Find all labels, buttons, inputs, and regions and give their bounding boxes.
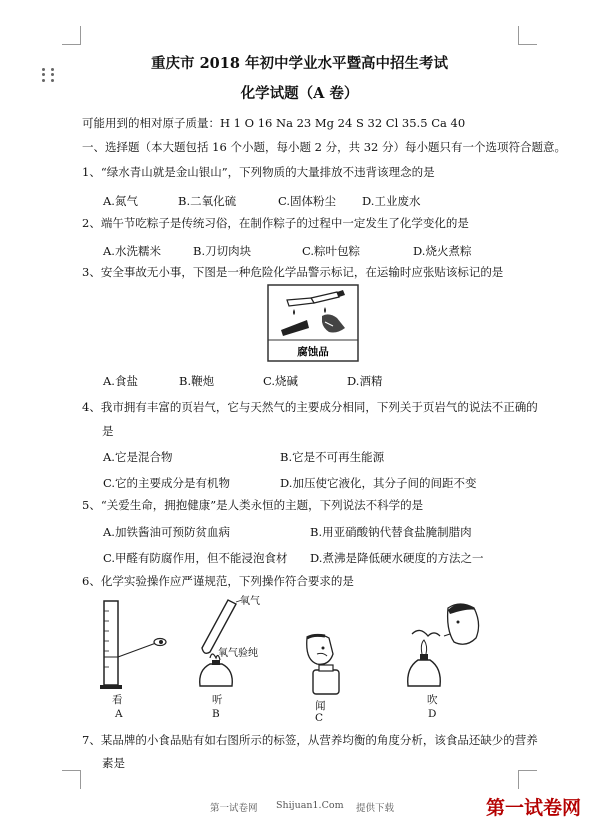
site-logo: 第一试卷网 [486, 797, 582, 819]
question-4-stem-continued: 是 [102, 424, 114, 438]
warning-sign-label: 腐蚀品 [297, 346, 329, 358]
question-1-option-b: B.二氧化硫 [178, 194, 237, 208]
crop-mark-bottom-left [62, 770, 81, 789]
question-4-option-b: B.它是不可再生能源 [280, 450, 385, 464]
question-2-option-d: D.烧火煮粽 [413, 244, 472, 258]
question-2-stem: 2、端午节吃粽子是传统习俗，在制作粽子的过程中一定发生了化学变化的是 [82, 216, 469, 230]
corrosive-warning-sign [267, 284, 359, 362]
question-5-option-b: B.用亚硝酸钠代替食盐腌制腊肉 [310, 525, 472, 539]
footer-site-url[interactable]: Shijuan1.Com [276, 800, 344, 811]
exam-subtitle: 化学试题（A 卷） [240, 85, 359, 102]
figure-c-letter: C [315, 712, 324, 724]
question-3-option-c: C.烧碱 [263, 374, 299, 388]
question-6-stem: 6、化学实验操作应严谨规范，下列操作符合要求的是 [82, 574, 354, 588]
question-7-stem: 7、某品牌的小食品贴有如右图所示的标签，从营养均衡的角度分析，该食品还缺少的营养 [82, 733, 538, 747]
figure-a-letter: A [115, 708, 123, 720]
figure-c-smelling-gas [295, 632, 365, 698]
crop-mark-top-right [518, 26, 537, 45]
footer-site-name: 第一试卷网 [210, 803, 258, 814]
question-5-option-d: D.煮沸是降低硬水硬度的方法之一 [310, 551, 484, 565]
crop-mark-bottom-right [518, 770, 537, 789]
figure-a-caption: 看 [112, 694, 123, 706]
figure-b-caption: 听 [212, 694, 223, 706]
question-4-option-a: A.它是混合物 [103, 450, 173, 464]
figure-b-letter: B [212, 708, 220, 720]
figure-b-hydrogen-test [188, 590, 298, 692]
question-1-option-a: A.氮气 [103, 194, 138, 208]
question-1-option-c: C.固体粉尘 [278, 194, 337, 208]
question-5-option-a: A.加铁酱油可预防贫血病 [103, 525, 230, 539]
question-5-stem: 5、“关爱生命，拥抱健康”是人类永恒的主题，下列说法不科学的是 [82, 498, 424, 512]
footer-download-note: 提供下载 [356, 803, 395, 814]
question-1-option-d: D.工业废水 [362, 194, 421, 208]
question-1-stem: 1、“绿水青山就是金山银山”，下列物质的大量排放不违背该理念的是 [82, 165, 435, 179]
section-heading: 一、选择题（本大题包括 16 个小题，每小题 2 分，共 32 分）每小题只有一个选项符合题意。 [82, 140, 567, 154]
figure-d-caption: 吹 [427, 694, 438, 706]
question-3-stem: 3、安全事故无小事，下图是一种危险化学品警示标记，在运输时应张贴该标记的是 [82, 265, 504, 279]
question-4-option-c: C.它的主要成分是有机物 [103, 476, 231, 490]
figure-c-caption: 闻 [315, 700, 326, 712]
question-2-option-c: C.粽叶包粽 [302, 244, 361, 258]
figure-b-check-label: 氧气验纯 [218, 648, 258, 659]
question-7-stem-continued: 素是 [102, 756, 125, 770]
question-4-option-d: D.加压使它液化，其分子间的间距不变 [280, 476, 477, 490]
question-3-option-a: A.食盐 [103, 374, 138, 388]
exam-title: 重庆市 2018 年初中学业水平暨高中招生考试 [151, 55, 448, 72]
question-2-option-b: B.刀切肉块 [193, 244, 252, 258]
atomic-masses: 可能用到的相对原子质量：H 1 O 16 Na 23 Mg 24 S 32 Cl 35.5 Ca 40 [82, 116, 466, 130]
question-5-option-c: C.甲醛有防腐作用，但不能浸泡食材 [103, 551, 288, 565]
question-3-option-d: D.酒精 [347, 374, 383, 388]
figure-d-blowing-lamp [398, 598, 498, 692]
crop-mark-top-left [62, 26, 81, 45]
figure-a-reading-cylinder [98, 597, 178, 692]
question-3-option-b: B.鞭炮 [179, 374, 215, 388]
question-2-option-a: A.水洗糯米 [103, 244, 161, 258]
question-4-stem: 4、我市拥有丰富的页岩气，它与天然气的主要成分相同，下列关于页岩气的说法不正确的 [82, 400, 538, 414]
figure-b-gas-label: 氧气 [240, 596, 260, 607]
figure-d-letter: D [428, 708, 437, 720]
